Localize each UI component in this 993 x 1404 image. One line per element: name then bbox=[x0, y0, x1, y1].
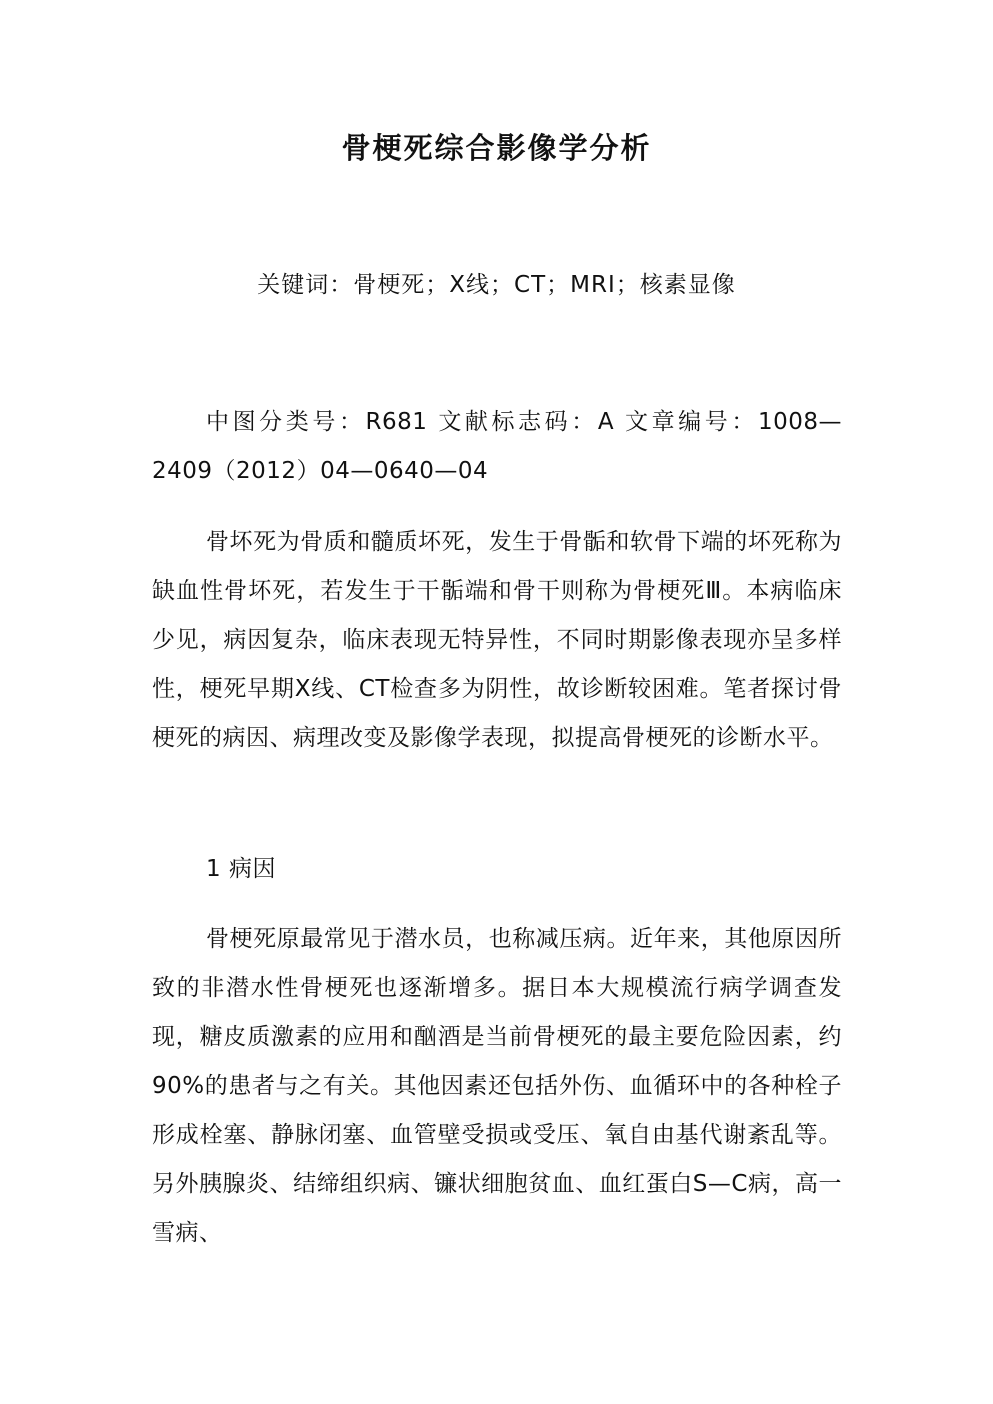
section-heading: 1 病因 bbox=[206, 856, 276, 882]
classification-paragraph: 中图分类号：R681 文献标志码：A 文章编号：1008—2409（2012）04—0640—04 bbox=[152, 409, 842, 484]
cause-paragraph: 骨梗死原最常见于潜水员，也称减压病。近年来，其他原因所致的非潜水性骨梗死也逐渐增多。据日本大规模流行病学调查发现，糖皮质激素的应用和酗酒是当前骨梗死的最主要危险因素，约90%的患者与之有关。其他因素还包括外伤、血循环中的各种栓子形成栓塞、静脉闭塞、血管壁受损或受压、氧自由基代谢紊乱等。另外胰腺炎、结缔组织病、镰状细胞贫血、血红蛋白S—C病，高一雪病、 bbox=[152, 926, 842, 1246]
keywords-line: 关键词：骨梗死；X线；CT；MRI；核素显像 bbox=[257, 272, 736, 298]
document-title: 骨梗死综合影像学分析 bbox=[341, 131, 652, 165]
intro-paragraph: 骨坏死为骨质和髓质坏死，发生于骨骺和软骨下端的坏死称为缺血性骨坏死，若发生于干骺端和骨干则称为骨梗死Ⅲ。本病临床少见，病因复杂，临床表现无特异性，不同时期影像表现亦呈多样性，梗死早期X线、CT检查多为阴性，故诊断较困难。笔者探讨骨梗死的病因、病理改变及影像学表现，拟提高骨梗死的诊断水平。 bbox=[152, 529, 842, 751]
